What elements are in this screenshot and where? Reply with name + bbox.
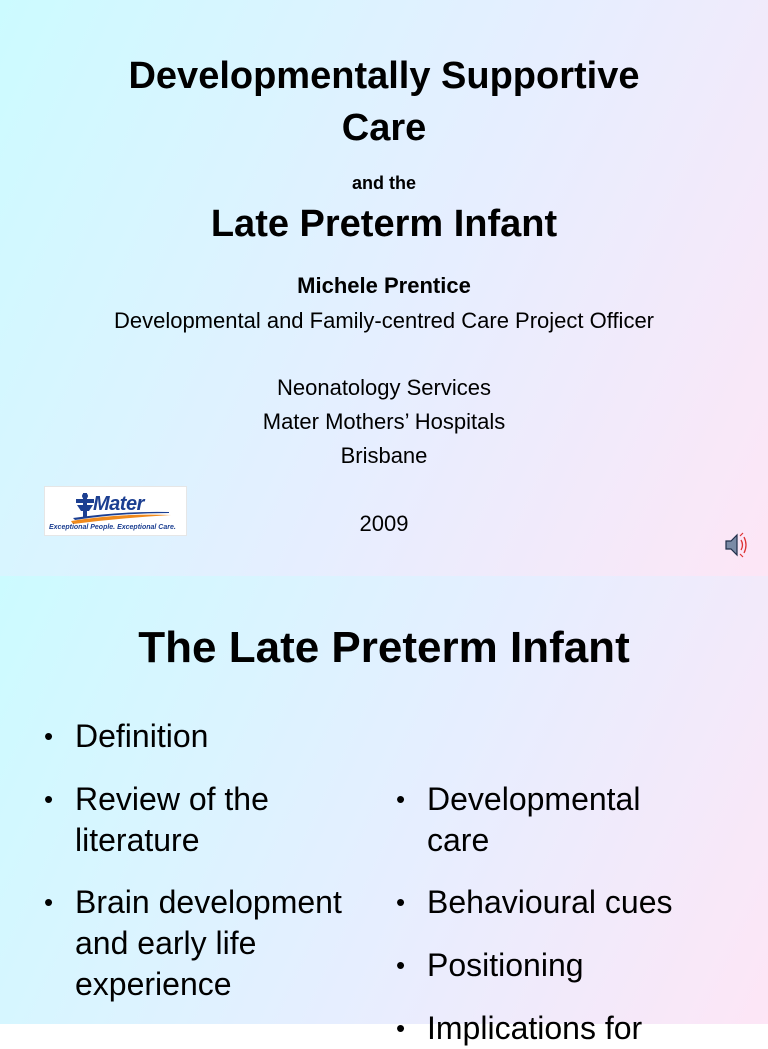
bullet-marker: • <box>44 721 54 751</box>
author-name: Michele Prentice <box>297 273 471 298</box>
bullet-text-line: and early life <box>75 925 257 961</box>
bullet-marker: • <box>396 1013 406 1043</box>
bullet-text-line: Review of the <box>75 781 269 817</box>
logo-wordmark: Mater <box>93 493 144 515</box>
and-the-text: and the <box>351 173 416 193</box>
bullet-text-line: Developmental <box>427 781 641 817</box>
slide-title <box>0 50 768 154</box>
bullet-text-line: experience <box>75 966 232 1002</box>
bullet-marker: • <box>44 887 54 917</box>
bullet-text-line: care <box>427 822 490 858</box>
logo-tagline: Exceptional People. Exceptional Care. <box>49 524 176 531</box>
slide-title: The Late Preterm Infant <box>138 623 630 672</box>
slide-title-line-2: Care <box>341 107 427 149</box>
content-slide <box>0 576 768 1046</box>
bullet-text: Implications for <box>427 1010 643 1046</box>
org-line-1: Neonatology Services <box>276 375 491 400</box>
org-line-2: Mater Mothers’ Hospitals <box>262 409 506 434</box>
bullet-marker: • <box>396 784 406 814</box>
bullet-text: Behavioural cues <box>427 884 673 920</box>
bullet-text <box>75 882 342 1005</box>
bullet-text <box>75 779 269 861</box>
bullet-marker: • <box>396 887 406 917</box>
bullet-text-line: Brain development <box>75 884 342 920</box>
author-role: Developmental and Family-centred Care Project Officer <box>113 308 655 333</box>
bullet-text: Definition <box>75 718 209 754</box>
slide-subtitle: Late Preterm Infant <box>210 203 558 245</box>
slide-title-line-1: Developmentally Supportive <box>128 55 640 97</box>
org-line-3: Brisbane <box>340 443 428 468</box>
bullet-text <box>427 779 640 861</box>
bullet-text: Positioning <box>427 947 584 983</box>
bullet-marker: • <box>396 950 406 980</box>
mater-logo <box>44 486 187 536</box>
speaker-icon[interactable] <box>722 531 752 559</box>
bullet-text-line: literature <box>75 822 200 858</box>
bullet-marker: • <box>44 784 54 814</box>
presentation-year: 2009 <box>359 511 409 536</box>
